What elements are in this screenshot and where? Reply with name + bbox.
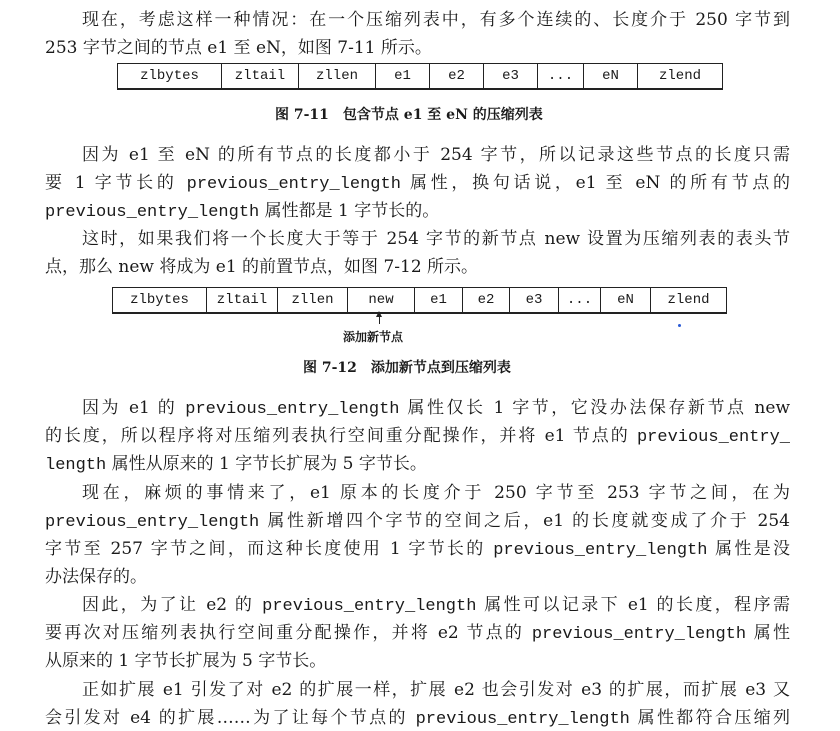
cell-e1: e1	[376, 64, 430, 88]
cell-zltail: zltail	[207, 288, 278, 312]
cell-ellipsis: ...	[559, 288, 601, 312]
text: 属性新增四个字节的空间之后，e1 的长度就变成了介于 254	[259, 511, 790, 531]
p7-line1: 正如扩展 e1 引发了对 e2 的扩展一样，扩展 e2 也会引发对 e3 的扩展，而扩展 e3 又	[82, 680, 790, 700]
code-term: previous_entry_length	[493, 541, 708, 560]
cell-new: new	[348, 288, 415, 312]
figure-7-11-caption: 图 7-11 包含节点 e1 至 eN 的压缩列表	[275, 107, 543, 123]
p5-line3	[45, 538, 790, 562]
text: 的长度，所以程序将对压缩列表执行空间重分配操作，并将 e1 节点的	[45, 426, 637, 446]
arrow-label: 添加新节点	[343, 330, 404, 344]
p6-line2	[45, 622, 790, 646]
code-term: previous_entry_length	[531, 625, 747, 644]
p2-line1: 因为 e1 至 eN 的所有节点的长度都小于 254 字节，所以记录这些节点的长度只需	[82, 145, 790, 165]
code-term: previous_entry_length	[262, 597, 477, 616]
cell-ellipsis: ...	[538, 64, 584, 88]
p3-line1: 这时，如果我们将一个长度大于等于 254 字节的新节点 new 设置为压缩列表的表头节	[82, 229, 790, 249]
cell-zlbytes: zlbytes	[118, 64, 222, 88]
cell-eN: eN	[584, 64, 638, 88]
code-term: previous_entry_length	[415, 710, 630, 729]
p7-line2	[45, 707, 790, 731]
code-term: previous_entry_	[636, 428, 790, 447]
figure-7-12-caption: 图 7-12 添加新节点到压缩列表	[303, 360, 511, 376]
p1-line2: 253 字节之间的节点 e1 至 eN，如图 7-11 所示。	[45, 38, 432, 58]
cell-e3: e3	[484, 64, 538, 88]
p5-line1: 现在，麻烦的事情来了，e1 原本的长度介于 250 字节至 253 字节之间，在为	[82, 483, 790, 503]
figure-7-12-diagram	[112, 287, 727, 314]
code-term: previous_entry_length	[186, 175, 401, 194]
cell-zlbytes: zlbytes	[113, 288, 207, 312]
text: 属性，换句话说，e1 至 eN 的所有节点的	[400, 173, 790, 193]
text: 属性都符合压缩列	[629, 708, 791, 728]
p5-line2	[45, 510, 790, 534]
p2-line2	[45, 172, 790, 196]
p1-line1: 现在，考虑这样一种情况：在一个压缩列表中，有多个连续的、长度介于 250 字节到	[82, 10, 790, 30]
text: 会引发对 e4 的扩展……为了让每个节点的	[45, 708, 416, 728]
cell-zllen: zllen	[299, 64, 376, 88]
cell-zllen: zllen	[278, 288, 348, 312]
text: 属性是没	[707, 539, 790, 559]
figure-7-11-diagram	[117, 63, 723, 90]
code-term: length	[45, 456, 107, 475]
cell-e3: e3	[510, 288, 559, 312]
cell-zltail: zltail	[222, 64, 299, 88]
cell-eN: eN	[601, 288, 651, 312]
text: 因为 e1 的	[82, 398, 186, 418]
p6-line3: 从原来的 1 字节长扩展为 5 字节长。	[45, 651, 327, 671]
text: 要 1 字节长的	[45, 173, 187, 193]
p6-line1	[82, 594, 790, 618]
code-term: previous_entry_length	[45, 513, 260, 532]
text: 属性仅长 1 字节，它没办法保存新节点 new	[399, 398, 790, 418]
cell-zlend: zlend	[658, 68, 701, 84]
text: 属性都是 1 字节长的。	[259, 201, 440, 221]
text: 要再次对压缩列表执行空间重分配操作，并将 e2 节点的	[45, 623, 532, 643]
cell-e1: e1	[415, 288, 463, 312]
cell-e2: e2	[463, 288, 510, 312]
p4-line3	[45, 453, 790, 477]
p5-line4: 办法保存的。	[45, 567, 147, 587]
p3-line2: 点，那么 new 将成为 e1 的前置节点，如图 7-12 所示。	[45, 257, 479, 277]
p4-line1	[82, 397, 790, 421]
text: 字节至 257 字节之间，而这种长度使用 1 字节长的	[45, 539, 494, 559]
text: 属性可以记录下 e1 的长度，程序需	[476, 595, 790, 615]
cell-e2: e2	[430, 64, 484, 88]
code-term: previous_entry_length	[45, 203, 260, 222]
blue-dot	[678, 324, 681, 327]
arrow-up-icon	[379, 312, 380, 324]
code-term: previous_entry_length	[185, 400, 400, 419]
text: 因此，为了让 e2 的	[82, 595, 263, 615]
p4-line2	[45, 425, 790, 449]
text: 属性	[746, 623, 790, 643]
p2-line3	[45, 200, 790, 224]
cell-zlend: zlend	[667, 292, 710, 308]
text: 属性从原来的 1 字节长扩展为 5 字节长。	[106, 454, 427, 474]
